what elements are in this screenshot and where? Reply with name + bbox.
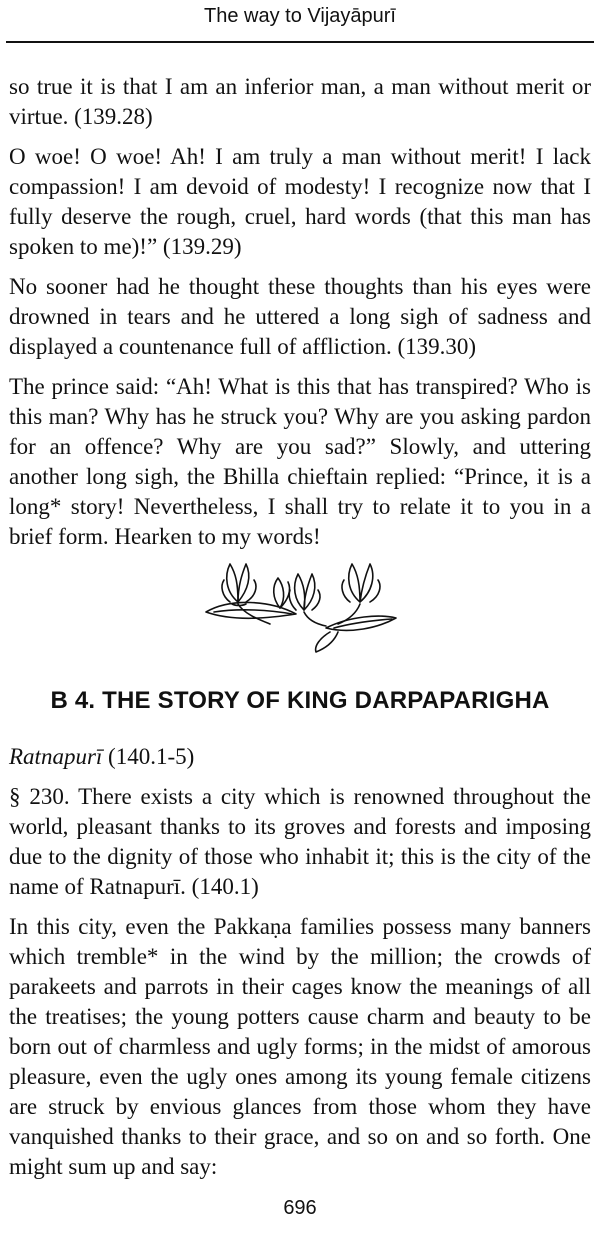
paragraph: No sooner had he thought these thoughts than his eyes were drowned in tears and he uttered a long sigh of sadness and displayed a countenance full of affliction. (139.30) xyxy=(9,274,591,359)
paragraph: In this city, even the Pakkaṇa families possess many banners which tremble* in the wind by the million; the crowds of parakeets and parrots in their cages know the meanings of all the treatises; the young potters cause charm and beauty to be born out of charmless and ugly forms; in the midst of amorous pleasure, even the ugly ones among its young female citizens are struck by envious glances from those whom they have vanquished thanks to their grace, and so on and so forth. One might sum up and say: xyxy=(9,914,591,1179)
subheading-title: Ratnapurī xyxy=(9,744,103,769)
section-body xyxy=(9,742,591,1192)
paragraph: § 230. There exists a city which is renowned throughout the world, pleasant thanks to its groves and forests and imposing due to the dignity of those who inhabit it; this is the city of the name of Ratnapurī. (140.1) xyxy=(9,784,591,899)
subheading xyxy=(9,742,591,772)
paragraph: The prince said: “Ah! What is this that has transpired? Who is this man? Why has he struck you? Why are you asking pardon for an offence? Why are you sad?” Slowly, and uttering another long sigh, the Bhilla chieftain replied: “Prince, it is a long* story! Nevertheless, I shall try to relate it to you in a brief form. Hearken to my words! xyxy=(9,374,591,549)
body-text xyxy=(9,72,591,562)
section-heading: B 4. THE STORY OF KING DARPAPARIGHA xyxy=(50,687,550,714)
lotus-ornament-icon xyxy=(200,558,400,654)
page-number: 696 xyxy=(283,1197,317,1219)
header-rule xyxy=(6,41,594,43)
subheading-reference: (140.1-5) xyxy=(102,744,195,769)
paragraph: so true it is that I am an inferior man, a man without merit or virtue. (139.28) xyxy=(9,74,591,129)
running-head-title: The way to Vijayāpurī xyxy=(204,5,396,27)
paragraph: O woe! O woe! Ah! I am truly a man without merit! I lack compassion! I am devoid of modesty! I recognize now that I fully deserve the rough, cruel, hard words (that this man has spoken to me)!” (139.29) xyxy=(9,144,591,259)
